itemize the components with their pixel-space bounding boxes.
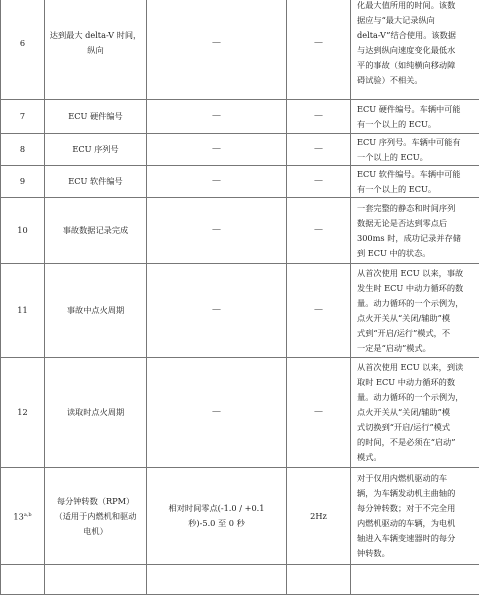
row-number: 8 [1, 134, 45, 166]
recording-interval: — [147, 198, 287, 264]
data-sample-rate: — [287, 264, 351, 358]
row-number: 13$^{a,b}$ [1, 468, 45, 565]
table-row [1, 166, 479, 198]
recording-interval: — [147, 134, 287, 166]
data-sample-rate: 2Hz [287, 468, 351, 565]
data-sample-rate: — [287, 166, 351, 198]
element-description: ECU 软件编号。车辆中可能 有一个以上的 ECU。 [351, 166, 479, 198]
element-name: ECU 软件编号 [45, 166, 147, 198]
footnote-marker: a,b [24, 512, 32, 518]
row-number: 6 [1, 0, 45, 100]
recording-interval: — [147, 100, 287, 134]
data-sample-rate: — [287, 358, 351, 468]
row-number: 11 [1, 264, 45, 358]
element-description: 对于仅用内燃机驱动的车 辆，为车辆发动机主曲轴的 每分钟转数；对于不完全用 内燃机驱动的车辆，为电机 轴进入车辆变速器时的每分 钟转数。 [351, 468, 479, 565]
recording-interval: — [147, 264, 287, 358]
data-sample-rate: — [287, 0, 351, 100]
element-name: ECU 硬件编号 [45, 100, 147, 134]
element-name: ECU 序列号 [45, 134, 147, 166]
element-name: 每分钟转数（RPM） （适用于内燃机和驱动 电机） [45, 468, 147, 565]
recording-interval: — [147, 0, 287, 100]
table-row [1, 100, 479, 134]
element-name: 读取时点火周期 [45, 358, 147, 468]
recording-interval: 相对时间零点(-1.0 / +0.1 秒)-5.0 至 0 秒 [147, 468, 287, 565]
recording-interval: — [147, 358, 287, 468]
data-sample-rate: — [287, 100, 351, 134]
element-name: 事故数据记录完成 [45, 198, 147, 264]
row-number: 7 [1, 100, 45, 134]
row-number: 10 [1, 198, 45, 264]
table-row [1, 0, 479, 100]
element-description: 从首次使用 ECU 以来，事故 发生时 ECU 中动力循环的数 量。动力循环的一个示例为， 点火开关从“关闭/辅助”模 式到“开启/运行”模式，不 一定是“启动”模式。 [351, 264, 479, 358]
table-row [1, 134, 479, 166]
table-row [1, 358, 479, 468]
element-description: ECU 序列号。车辆中可能有 一个以上的 ECU。 [351, 134, 479, 166]
data-sample-rate: — [287, 134, 351, 166]
table-row [1, 198, 479, 264]
table-row [1, 565, 479, 595]
recording-interval: — [147, 166, 287, 198]
element-name: 达到最大 delta-V 时间， 纵向 [45, 0, 147, 100]
row-number: 12 [1, 358, 45, 468]
table-row [1, 468, 479, 565]
element-description: 一套完整的静态和时间序列 数据无论是否达到零点后 300ms 时，成功记录并存储 到 ECU 中的状态。 [351, 198, 479, 264]
element-description: 化最大值所用的时间。该数 据应与“最大记录纵向 delta-V”结合使用。该数据 与达到纵向速度变化最低水 平的事故（如纯横向移动障 碍试验）不相关。 [351, 0, 479, 100]
table-row [1, 264, 479, 358]
row-number: 9 [1, 166, 45, 198]
element-description: 从首次使用 ECU 以来，到读 取时 ECU 中动力循环的数 量。动力循环的一个示例为， 点火开关从“关闭/辅助”模 式切换到“开启/运行”模式 的时间，不是必须在“启动” 模式。 [351, 358, 479, 468]
data-sample-rate: — [287, 198, 351, 264]
element-name: 事故中点火周期 [45, 264, 147, 358]
element-description: ECU 硬件编号。车辆中可能 有一个以上的 ECU。 [351, 100, 479, 134]
